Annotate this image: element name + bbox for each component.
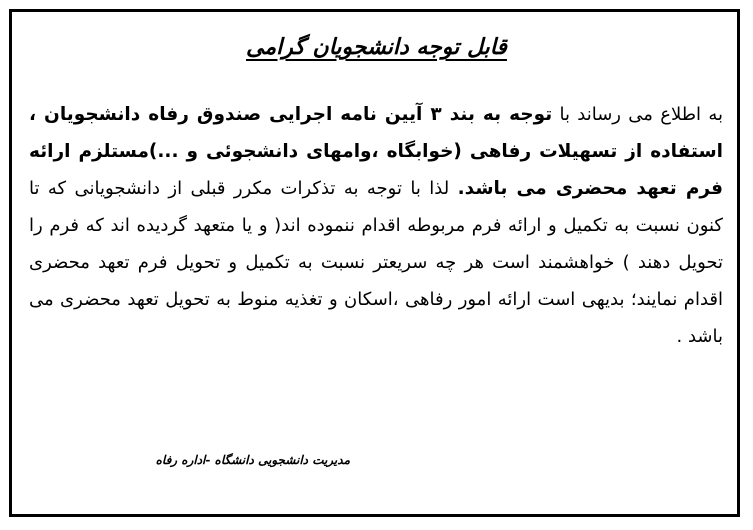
signature: مدیریت دانشجویی دانشگاه -اداره رفاه bbox=[155, 453, 350, 467]
notice-title: قابل توجه دانشجویان گرامی bbox=[246, 34, 507, 60]
notice-body bbox=[29, 96, 723, 355]
body-bold-part: توجه به بند ۳ آیین نامه اجرایی صندوق رفاه دانشجویان ، استفاده از تسهیلات رفاهی (خوابگاه ،وامهای دانشجوئی و ...)مستلزم ارائه فرم تعهد محضری می باشد. bbox=[29, 104, 724, 199]
body-intro: به اطلاع می رساند با bbox=[552, 104, 723, 125]
body-rest: لذا با توجه به تذکرات مکرر قبلی از دانشجویانی که تا کنون نسبت به تکمیل و ارائه فرم مربوطه اقدام ننموده اند( و یا متعهد گردیده اند که فرم را تحویل دهند ) خواهشمند است هر چه سریعتر نسبت به تکمیل و تحویل فرم تعهد محضری اقدام نمایند؛ بدیهی است ارائه امور رفاهی ،اسکان و تغذیه منوط به تحویل تعهد محضری می باشد . bbox=[29, 178, 723, 347]
